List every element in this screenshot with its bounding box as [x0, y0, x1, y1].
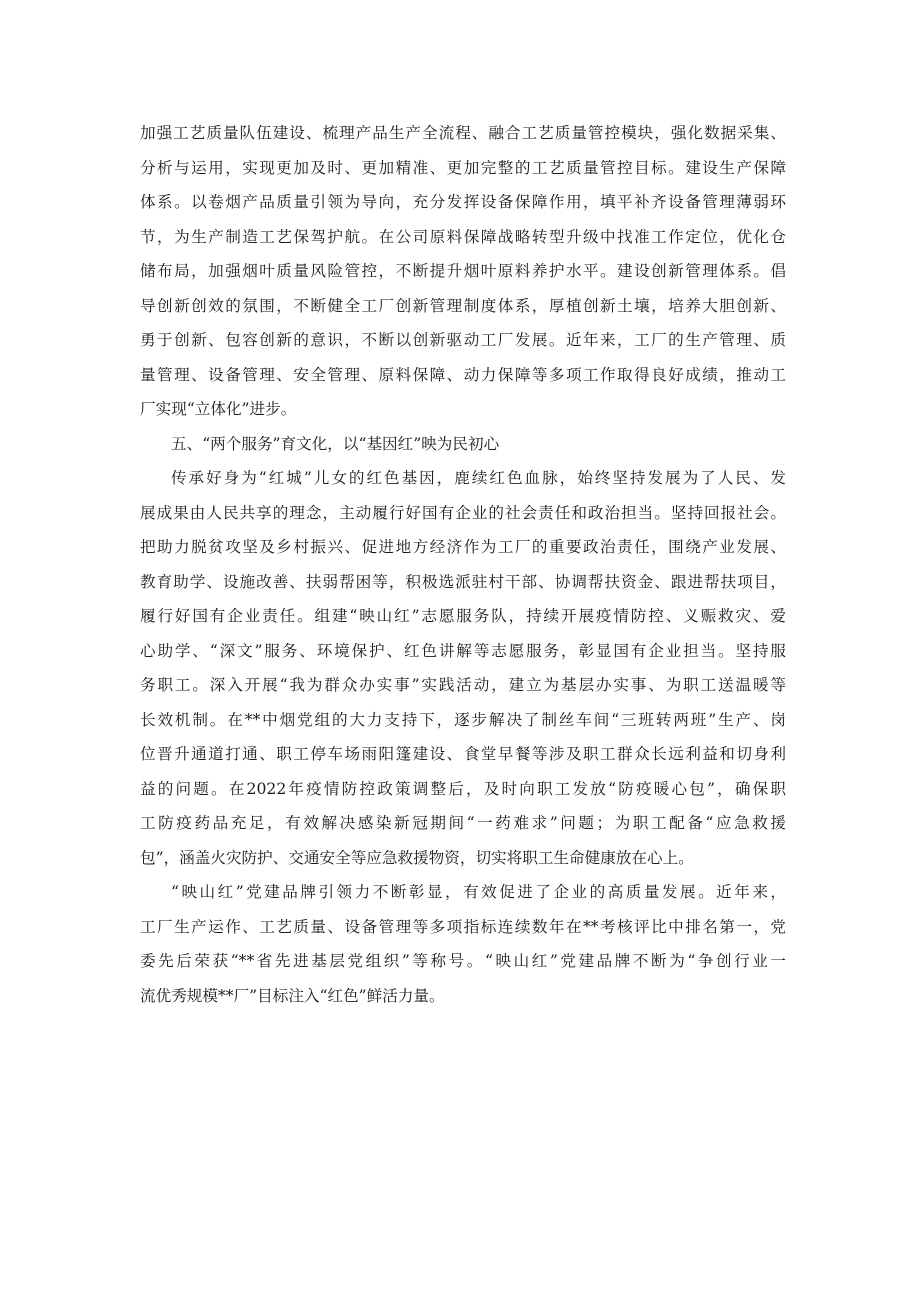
- text-line: 厂实现“立体化”进步。: [140, 400, 297, 418]
- text-line: 心助学、“深文”服务、环境保护、红色讲解等志愿服务，彰显国有企业担当。坚持服: [140, 641, 786, 660]
- text-line: 工厂生产运作、工艺质量、设备管理等多项指标连续数年在**考核评比中排名第一，党: [140, 917, 786, 936]
- text-line: “映山红”党建品牌引领力不断彰显，有效促进了企业的高质量发展。近年来，: [171, 883, 786, 901]
- text-line: 务职工。深入开展“我为群众办实事”实践活动，建立为基层办实事、为职工送温暖等: [140, 676, 786, 694]
- text-line: 储布局，加强烟叶质量风险管控，不断提升烟叶原料养护水平。建设创新管理体系。倡: [140, 262, 786, 280]
- document-body: [140, 116, 786, 1013]
- text-line: 益的问题。在2022年疫情防控政策调整后，及时向职工发放“防疫暖心包”，确保职: [140, 779, 786, 798]
- text-line: 传承好身为“红城”儿女的红色基因，鹿续红色血脉，始终坚持发展为了人民、发: [171, 469, 786, 487]
- text-line: 加强工艺质量队伍建设、梳理产品生产全流程、融合工艺质量管控模块，强化数据采集、: [140, 124, 786, 142]
- text-line: 长效机制。在**中烟党组的大力支持下，逐步解决了制丝车间“三班转两班”生产、岗: [140, 710, 786, 729]
- paragraph-2: [140, 461, 786, 875]
- text-line: 履行好国有企业责任。组建“映山红”志愿服务队，持续开展疫情防控、义赈救灾、爱: [140, 607, 786, 625]
- heading-line: 五、“两个服务”育文化，以“基因红”映为民初心: [171, 434, 500, 453]
- text-line: 委先后荣获“**省先进基层党组织”等称号。“映山红”党建品牌不断为“争创行业一: [140, 952, 786, 970]
- text-line: 包”，涵盖火灾防护、交通安全等应急救援物资，切实将职工生命健康放在心上。: [140, 848, 694, 867]
- text-line: 流优秀规模**厂”目标注入“红色”鲜活力量。: [140, 986, 445, 1005]
- text-line: 分析与运用，实现更加及时、更加精准、更加完整的工艺质量管控目标。建设生产保障: [140, 158, 786, 177]
- section-heading-5: [140, 427, 786, 462]
- text-line: 勇于创新、包容创新的意识，不断以创新驱动工厂发展。近年来，工厂的生产管理、质: [140, 331, 786, 349]
- text-line: 展成果由人民共享的理念，主动履行好国有企业的社会责任和政治担当。坚持回报社会。: [140, 503, 786, 522]
- text-line: 教育助学、设施改善、扶弱帮困等，积极选派驻村干部、协调帮扶资金、跟进帮扶项目，: [140, 572, 786, 591]
- text-line: 位晋升通道打通、职工停车场雨阳篷建设、食堂早餐等涉及职工群众长远利益和切身利: [140, 745, 786, 763]
- paragraph-3: [140, 875, 786, 1013]
- text-line: 量管理、设备管理、安全管理、原料保障、动力保障等多项工作取得良好成绩，推动工: [140, 365, 786, 384]
- text-line: 工防疫药品充足，有效解决感染新冠期间“一药难求”问题；为职工配备“应急救援: [140, 814, 786, 832]
- text-line: 导创新创效的氛围，不断健全工厂创新管理制度体系，厚植创新土壤，培养大胆创新、: [140, 296, 786, 315]
- text-line: 体系。以卷烟产品质量引领为导向，充分发挥设备保障作用，填平补齐设备管理薄弱环: [140, 193, 786, 211]
- paragraph-1: [140, 116, 786, 427]
- text-line: 节，为生产制造工艺保驾护航。在公司原料保障战略转型升级中找准工作定位，优化仓: [140, 227, 786, 246]
- text-line: 把助力脱贫攻坚及乡村振兴、促进地方经济作为工厂的重要政治责任，围绕产业发展、: [140, 538, 786, 556]
